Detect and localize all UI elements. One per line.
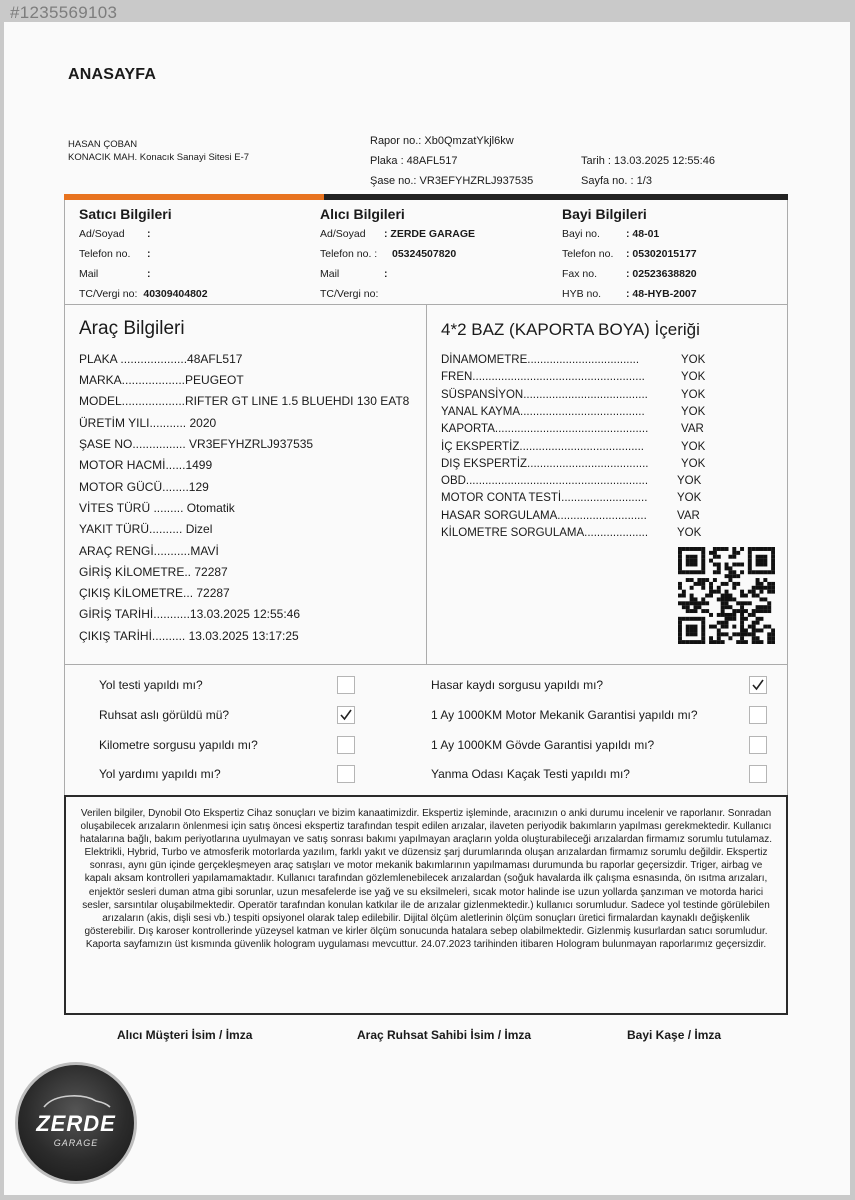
- seller-tax-row: TC/Vergi no: 40309404802: [79, 288, 208, 300]
- checkbox-body-warranty[interactable]: [749, 736, 767, 754]
- question-body-warranty: 1 Ay 1000KM Gövde Garantisi yapıldı mı?: [431, 738, 655, 752]
- dealer-no-row: Bayi no. : 48-01: [562, 228, 660, 240]
- question-road-test: Yol testi yapıldı mı?: [99, 678, 203, 692]
- qr-code: [678, 547, 775, 644]
- question-combustion-test: Yanma Odası Kaçak Testi yapıldı mı?: [431, 767, 630, 781]
- logo-wordmark: ZERDE: [36, 1111, 116, 1136]
- dealer-address: KONACIK MAH. Konacık Sanayi Sitesi E-7: [68, 152, 250, 163]
- check-dynamometer: DİNAMOMETRE................................... YOK: [441, 354, 706, 366]
- report-chassis: Şase no.: VR3EFYHZRLJ937535: [370, 175, 534, 187]
- question-roadside-help: Yol yardımı yapıldı mı?: [99, 767, 221, 781]
- vehicle-km-out: ÇIKIŞ KİLOMETRE... 72287: [79, 586, 230, 600]
- dealer-phone-row: Telefon no. : 05302015177: [562, 248, 697, 260]
- frame-right: [787, 200, 788, 795]
- vehicle-brand: MARKA...................PEUGEOT: [79, 373, 244, 387]
- question-license-seen: Ruhsat aslı görüldü mü?: [99, 708, 230, 722]
- checkmark-icon: [339, 708, 353, 722]
- report-date: Tarih : 13.03.2025 12:55:46: [581, 155, 715, 167]
- accent-stripe: [64, 194, 324, 200]
- seller-title: Satıcı Bilgileri: [79, 206, 172, 222]
- vehicle-date-out: ÇIKIŞ TARİHİ.......... 13.03.2025 13:17:25: [79, 629, 299, 643]
- disclaimer-text: Verilen bilgiler, Dynobil Oto Ekspertiz Cihaz sonuçları ve bizim kanaatimizdir. Ekspertiz işleminde, aracınızın o anki durumu incelenir ve raporlanır. Sonradan oluşabilecek arızaların önlenmesi için satış öncesi ekspertiz tarafından tespit edilen arızalar, ilaveten periyodik bakımların yapılması gerekmektedir. Kullanıcı hatalarına bağlı, bakım periyotlarına uyulmayan ve satış sonrası bakımı yapılmayan araçların yolda oluşturabileceği arızalardan firmamız sorumlu tutulamaz. Elektrikli, Hybrid, Turbo ve atmosferik motorlarda yazılım, farklı yakıt ve düzensiz şarj durumlarında oluşan arızalardan firmamız sorumlu değildir. Ekspertiz sonrası, aynı gün içinde gerçekleşmeyen araç satışları ve motor mekanik bakımlarının yapılmaması durumunda bu raporlar geçersizdir. Triger, airbag ve kapalı aksam kontrolleri yapılamamaktadır. Kullanıcı tarafından gözlemlenebilecek arızalardan (soğuk havalarda ilk çalışma esnasında, ön ısıtma arızaları, enjektör sesleri duman atma gibi sorunlar, uzun mesafelerde ise yağ ve su eksilmeleri, sıcak motor halinde ise uzun yollarda şanzıman ve motorda harici sesler, sarsıntılar oluşabilmektedir. Operatör tarafından konulan katkılar ile de arızalar gizlenmektedir.) kullanıcı sorumludur. Sadece yol testinde görülebilen arızaların (akis, dişli sesi vb.) tespiti opsiyonel olarak talep edilebilir. Dijital ölçüm aletlerinin ölçüm sonuçları üretici firmalardan kaynaklı değişkenlik gösterebilir. Dış karoser kontrollerinde yüzeysel katman ve kirler ölçüm sonucunda hatalara sebep olabilmektedir. Gizlenmiş kusurlardan satıcı sorumludur. Kaporta sayfamızın üst kısmında güvenlik hologram uygulaması mevcuttur. 24.07.2023 tarihinden itibaren Hologram bulunmayan raporlarımız geçersizdir.: [80, 808, 772, 950]
- seller-phone-row: Telefon no. :: [79, 248, 151, 260]
- question-km-query: Kilometre sorgusu yapıldı mı?: [99, 738, 258, 752]
- buyer-tax-row: TC/Vergi no:: [320, 288, 379, 300]
- report-number: Rapor no.: Xb0QmzatYkjl6kw: [370, 135, 514, 147]
- vehicle-engine-power: MOTOR GÜCÜ........129: [79, 480, 209, 494]
- checkbox-engine-warranty[interactable]: [749, 706, 767, 724]
- check-suspension: SÜSPANSİYON....................................... YOK: [441, 389, 706, 401]
- frame-left: [64, 200, 65, 795]
- checkbox-km-query[interactable]: [337, 736, 355, 754]
- vehicle-gearbox: VİTES TÜRÜ ......... Otomatik: [79, 501, 235, 515]
- vehicle-chassis: ŞASE NO................ VR3EFYHZRLJ937535: [79, 437, 314, 451]
- dealer-name: HASAN ÇOBAN: [68, 139, 138, 150]
- check-obd: OBD......................................................... YOK: [441, 475, 702, 487]
- vehicle-plate: PLAKA ....................48AFL517: [79, 352, 243, 366]
- seller-name-row: Ad/Soyad :: [79, 228, 151, 240]
- dealer-title: Bayi Bilgileri: [562, 206, 647, 222]
- dealer-hyb-row: HYB no. : 48-HYB-2007: [562, 288, 697, 300]
- check-km-query: KİLOMETRE SORGULAMA.................... YOK: [441, 527, 702, 539]
- checkbox-road-test[interactable]: [337, 676, 355, 694]
- image-id-watermark: #1235569103: [10, 3, 118, 22]
- check-body: KAPORTA................................................ VAR: [441, 423, 704, 435]
- report-page-number: Sayfa no. : 1/3: [581, 175, 652, 187]
- checkbox-damage-record[interactable]: [749, 676, 767, 694]
- vehicle-km-in: GİRİŞ KİLOMETRE.. 72287: [79, 565, 228, 579]
- buyer-title: Alıcı Bilgileri: [320, 206, 405, 222]
- report-plate: Plaka : 48AFL517: [370, 155, 458, 167]
- signature-dealer: Bayi Kaşe / İmza: [627, 1028, 722, 1042]
- car-silhouette-icon: [42, 1091, 112, 1111]
- check-side-slip: YANAL KAYMA....................................... YOK: [441, 406, 706, 418]
- check-damage-query: HASAR SORGULAMA............................ VAR: [441, 510, 700, 522]
- vehicle-engine-volume: MOTOR HACMİ......1499: [79, 458, 213, 472]
- logo-subtitle: GARAGE: [53, 1138, 99, 1148]
- dealer-info: [68, 138, 249, 164]
- signature-owner: Araç Ruhsat Sahibi İsim / İmza: [357, 1028, 532, 1042]
- divider-vehicle: [426, 304, 427, 664]
- check-head-gasket: MOTOR CONTA TESTİ........................... YOK: [441, 492, 702, 504]
- disclaimer-box: [64, 795, 788, 1015]
- buyer-phone-row: Telefon no. : 05324507820: [320, 248, 457, 260]
- check-exterior: DIŞ EKSPERTİZ...................................... YOK: [441, 458, 706, 470]
- vehicle-year: ÜRETİM YILI........... 2020: [79, 416, 217, 430]
- seller-mail-row: Mail :: [79, 268, 151, 280]
- check-interior: İÇ EKSPERTİZ....................................... YOK: [441, 441, 706, 453]
- divider-checks: [64, 664, 788, 665]
- vehicle-color: ARAÇ RENGİ...........MAVİ: [79, 544, 219, 558]
- checkbox-combustion-test[interactable]: [749, 765, 767, 783]
- zerde-garage-logo: [15, 1062, 137, 1184]
- header-band: [64, 194, 788, 200]
- vehicle-date-in: GİRİŞ TARİHİ...........13.03.2025 12:55:46: [79, 607, 301, 621]
- question-engine-warranty: 1 Ay 1000KM Motor Mekanik Garantisi yapıldı mı?: [431, 708, 698, 722]
- vehicle-info-title: Araç Bilgileri: [79, 318, 185, 339]
- buyer-name-row: Ad/Soyad : ZERDE GARAGE: [320, 228, 476, 240]
- vehicle-fuel: YAKIT TÜRÜ.......... Dizel: [79, 522, 213, 536]
- page-title: ANASAYFA: [68, 66, 157, 83]
- check-brake: FREN...................................................... YOK: [441, 371, 706, 383]
- checkbox-license-seen[interactable]: [337, 706, 355, 724]
- signature-buyer: Alıcı Müşteri İsim / İmza: [117, 1028, 253, 1042]
- checkbox-roadside-help[interactable]: [337, 765, 355, 783]
- checkmark-icon: [751, 678, 765, 692]
- buyer-mail-row: Mail :: [320, 268, 388, 280]
- question-damage-record: Hasar kaydı sorgusu yapıldı mı?: [431, 678, 604, 692]
- vehicle-model: MODEL...................RIFTER GT LINE 1.5 BLUEHDI 130 EAT8: [79, 394, 410, 408]
- package-title: 4*2 BAZ (KAPORTA BOYA) İçeriği: [441, 320, 700, 339]
- dealer-fax-row: Fax no. : 02523638820: [562, 268, 697, 280]
